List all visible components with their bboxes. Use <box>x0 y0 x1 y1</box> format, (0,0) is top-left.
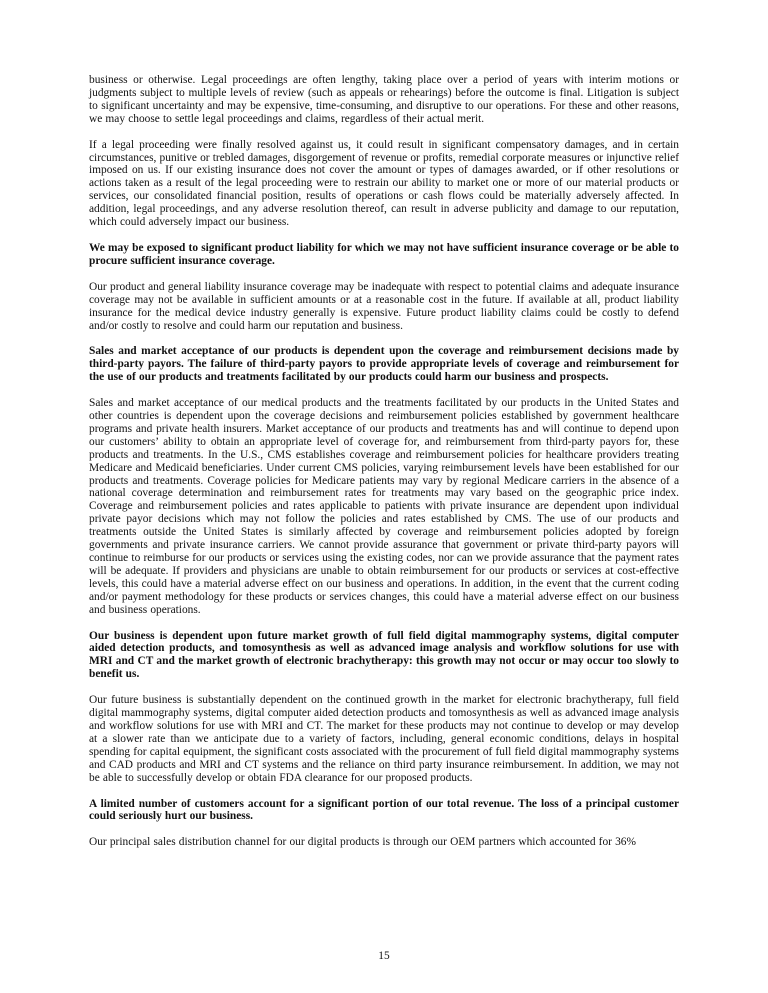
risk-heading-product-liability: We may be exposed to significant product liability for which we may not have sufficient insurance coverage or be able to procure sufficient insurance coverage. <box>89 241 679 267</box>
page-number: 15 <box>378 950 390 962</box>
paragraph-legal-proceeding-resolution: If a legal proceeding were finally resolved against us, it could result in significant compensatory damages, and in certain circumstances, punitive or trebled damages, disgorgement of revenue or profits, remedial corporate measures or injunctive relief imposed on us. If our existing insurance does not cover the amount or types of damages awarded, or if other resolutions or actions taken as a result of the legal proceeding were to restrain our ability to market one or more of our material products or services, our consolidated financial position, results of operations or cash flows could be materially adversely affected. In addition, legal proceedings, and any adverse resolution thereof, can result in adverse publicity and damage to our reputation, which could adversely impact our business. <box>89 138 679 229</box>
risk-heading-limited-customers: A limited number of customers account for a significant portion of our total revenue. The loss of a principal customer could seriously hurt our business. <box>89 797 679 823</box>
paragraph-oem-distribution-channel: Our principal sales distribution channel for our digital products is through our OEM partners which accounted for 36% <box>89 836 636 849</box>
risk-heading-market-growth: Our business is dependent upon future market growth of full field digital mammography systems, digital computer aided detection products, and tomosynthesis as well as advanced image analysis and workflow solutions for use with MRI and CT and the market growth of electronic brachytherapy: this growth may not occur or may occur too slowly to benefit us. <box>89 629 679 681</box>
paragraph-market-acceptance-reimbursement: Sales and market acceptance of our medical products and the treatments facilitated by our products in the United States and other countries is dependent upon the coverage decisions and reimbursement policies established by government healthcare programs and private health insurers. Market acceptance of our products and treatments has and will continue to depend upon our customers’ ability to obtain an appropriate level of coverage for, and reimbursement from third-party payors for, these products and treatments. In the U.S., CMS establishes coverage and reimbursement policies for healthcare providers treating Medicare and Medicaid beneficiaries. Under current CMS policies, varying reimbursement levels have been established for our products and treatments. Coverage policies for Medicare patients may vary by regional Medicare carriers in the absence of a national coverage determination and reimbursement rates for treatments may vary based on the geographic price index. Coverage and reimbursement policies and rates applicable to patients with private insurance are dependent upon individual private payor decisions which may not follow the policies and rates established by CMS. The use of our products and treatments outside the United States is similarly affected by coverage and reimbursement policies adopted by foreign governments and private insurance carriers. We cannot provide assurance that government or private third-party payors will continue to reimburse for our products or services using the existing codes, nor can we provide assurance that the payment rates will be adequate. If providers and physicians are unable to obtain reimbursement for our products or services at cost-effective levels, this could have a material adverse effect on our business and operations. In addition, in the event that the current coding and/or payment methodology for these products or services changes, this could have a material adverse effect on our business and business operations. <box>89 397 679 616</box>
risk-heading-reimbursement-decisions: Sales and market acceptance of our products is dependent upon the coverage and reimbursement decisions made by third-party payors. The failure of third-party payors to provide appropriate levels of coverage and reimbursement for the use of our products and treatments facilitated by our products could harm our business and prospects. <box>89 345 679 384</box>
paragraph-legal-proceedings-continuation: business or otherwise. Legal proceedings are often lengthy, taking place over a period of years with interim motions or judgments subject to multiple levels of review (such as appeals or rehearings) before the outcome is final. Litigation is subject to significant uncertainty and may be expensive, time-consuming, and disruptive to our operations. For these and other reasons, we may choose to settle legal proceedings and claims, regardless of their actual merit. <box>89 74 679 125</box>
paragraph-future-business-growth: Our future business is substantially dependent on the continued growth in the market for electronic brachytherapy, full field digital mammography systems, digital computer aided detection products and tomosynthesis as well as advanced image analysis and workflow solutions for use with MRI and CT. The market for these products may not continue to develop or may develop at a slower rate than we anticipate due to a variety of factors, including, general economic conditions, delays in hospital spending for capital equipment, the significant costs associated with the procurement of full field digital mammography systems and CAD products and MRI and CT systems and the reliance on third party insurance reimbursement. In addition, we may not be able to successfully develop or obtain FDA clearance for our proposed products. <box>89 694 679 784</box>
page-content <box>89 74 679 862</box>
paragraph-insurance-coverage: Our product and general liability insurance coverage may be inadequate with respect to potential claims and adequate insurance coverage may not be available in sufficient amounts or at a reasonable cost in the future. If available at all, product liability insurance for the medical device industry generally is expensive. Future product liability claims could be costly to defend and/or costly to resolve and could harm our reputation and business. <box>89 280 679 332</box>
